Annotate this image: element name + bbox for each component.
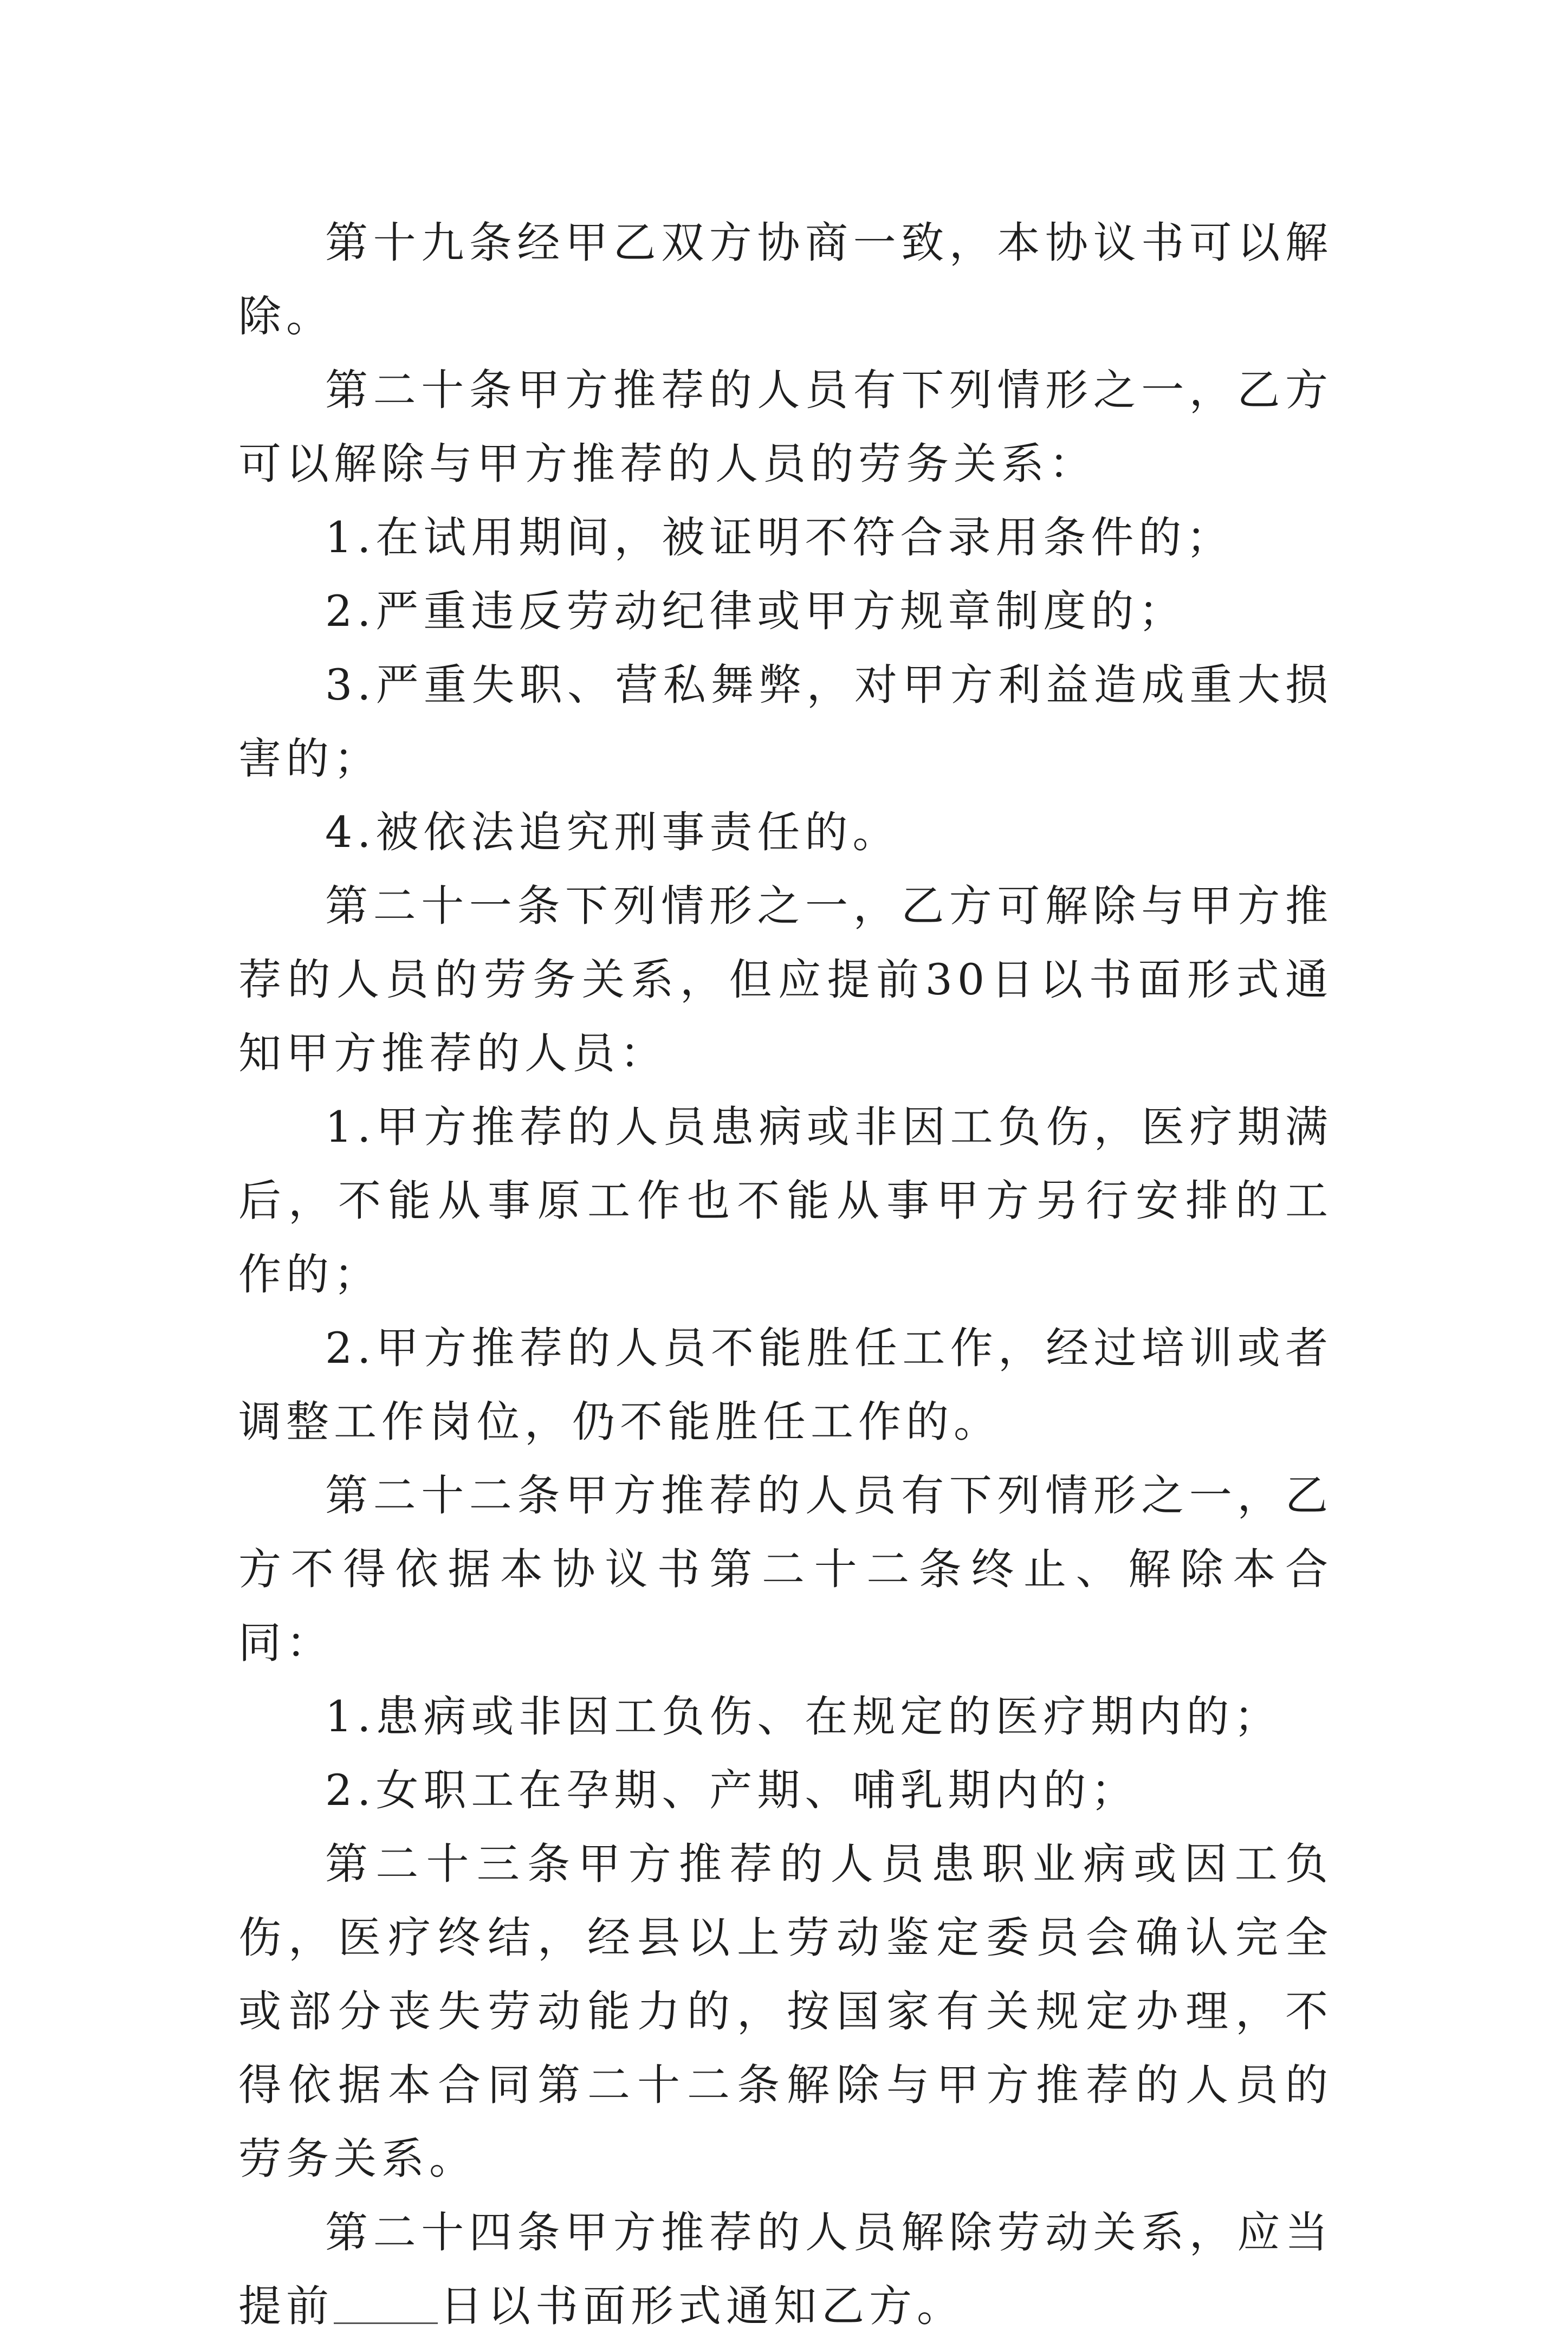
article-22-item-1: 1.患病或非因工负伤、在规定的医疗期内的； [325, 1692, 1282, 1742]
article-20-item-2: 2.严重违反劳动纪律或甲方规章制度的； [325, 586, 1187, 636]
article-20-item-3: 3.严重失职、营私舞弊，对甲方利益造成重大损害的； [238, 660, 1333, 784]
fill-in-blank-line [334, 2284, 438, 2324]
article-22: 第二十二条甲方推荐的人员有下列情形之一，乙方不得依据本协议书第二十二条终止、解除本合同： [238, 1471, 1333, 1668]
article-22-item-2: 2.女职工在孕期、产期、哺乳期内的； [325, 1765, 1139, 1815]
article-20-item-1: 1.在试用期间，被证明不符合录用条件的； [325, 513, 1234, 562]
article-21-item-2: 2.甲方推荐的人员不能胜任工作，经过培训或者调整工作岗位，仍不能胜任工作的。 [238, 1323, 1333, 1447]
article-24-text-after-blank: 日以书面形式通知乙方。 [440, 2281, 964, 2331]
article-21: 第二十一条下列情形之一，乙方可解除与甲方推荐的人员的劳务关系，但应提前30日以书面形式通知甲方推荐的人员： [238, 881, 1333, 1078]
article-20-item-4: 4.被依法追究刑事责任的。 [325, 807, 900, 857]
article-20: 第二十条甲方推荐的人员有下列情形之一，乙方可以解除与甲方推荐的人员的劳务关系： [238, 365, 1333, 489]
article-19: 第十九条经甲乙双方协商一致，本协议书可以解除。 [238, 218, 1333, 341]
document-body [238, 206, 1333, 2343]
article-21-item-1: 1.甲方推荐的人员患病或非因工负伤，医疗期满后，不能从事原工作也不能从事甲方另行安排的工作的； [238, 1102, 1333, 1299]
article-24-text-before-blank: 第二十四条甲方推荐的人员解除劳动关系，应当提前 [238, 2208, 1333, 2331]
article-23: 第二十三条甲方推荐的人员患职业病或因工负伤，医疗终结，经县以上劳动鉴定委员会确认完全或部分丧失劳动能力的，按国家有关规定办理，不得依据本合同第二十二条解除与甲方推荐的人员的劳务关系。 [238, 1839, 1333, 2184]
